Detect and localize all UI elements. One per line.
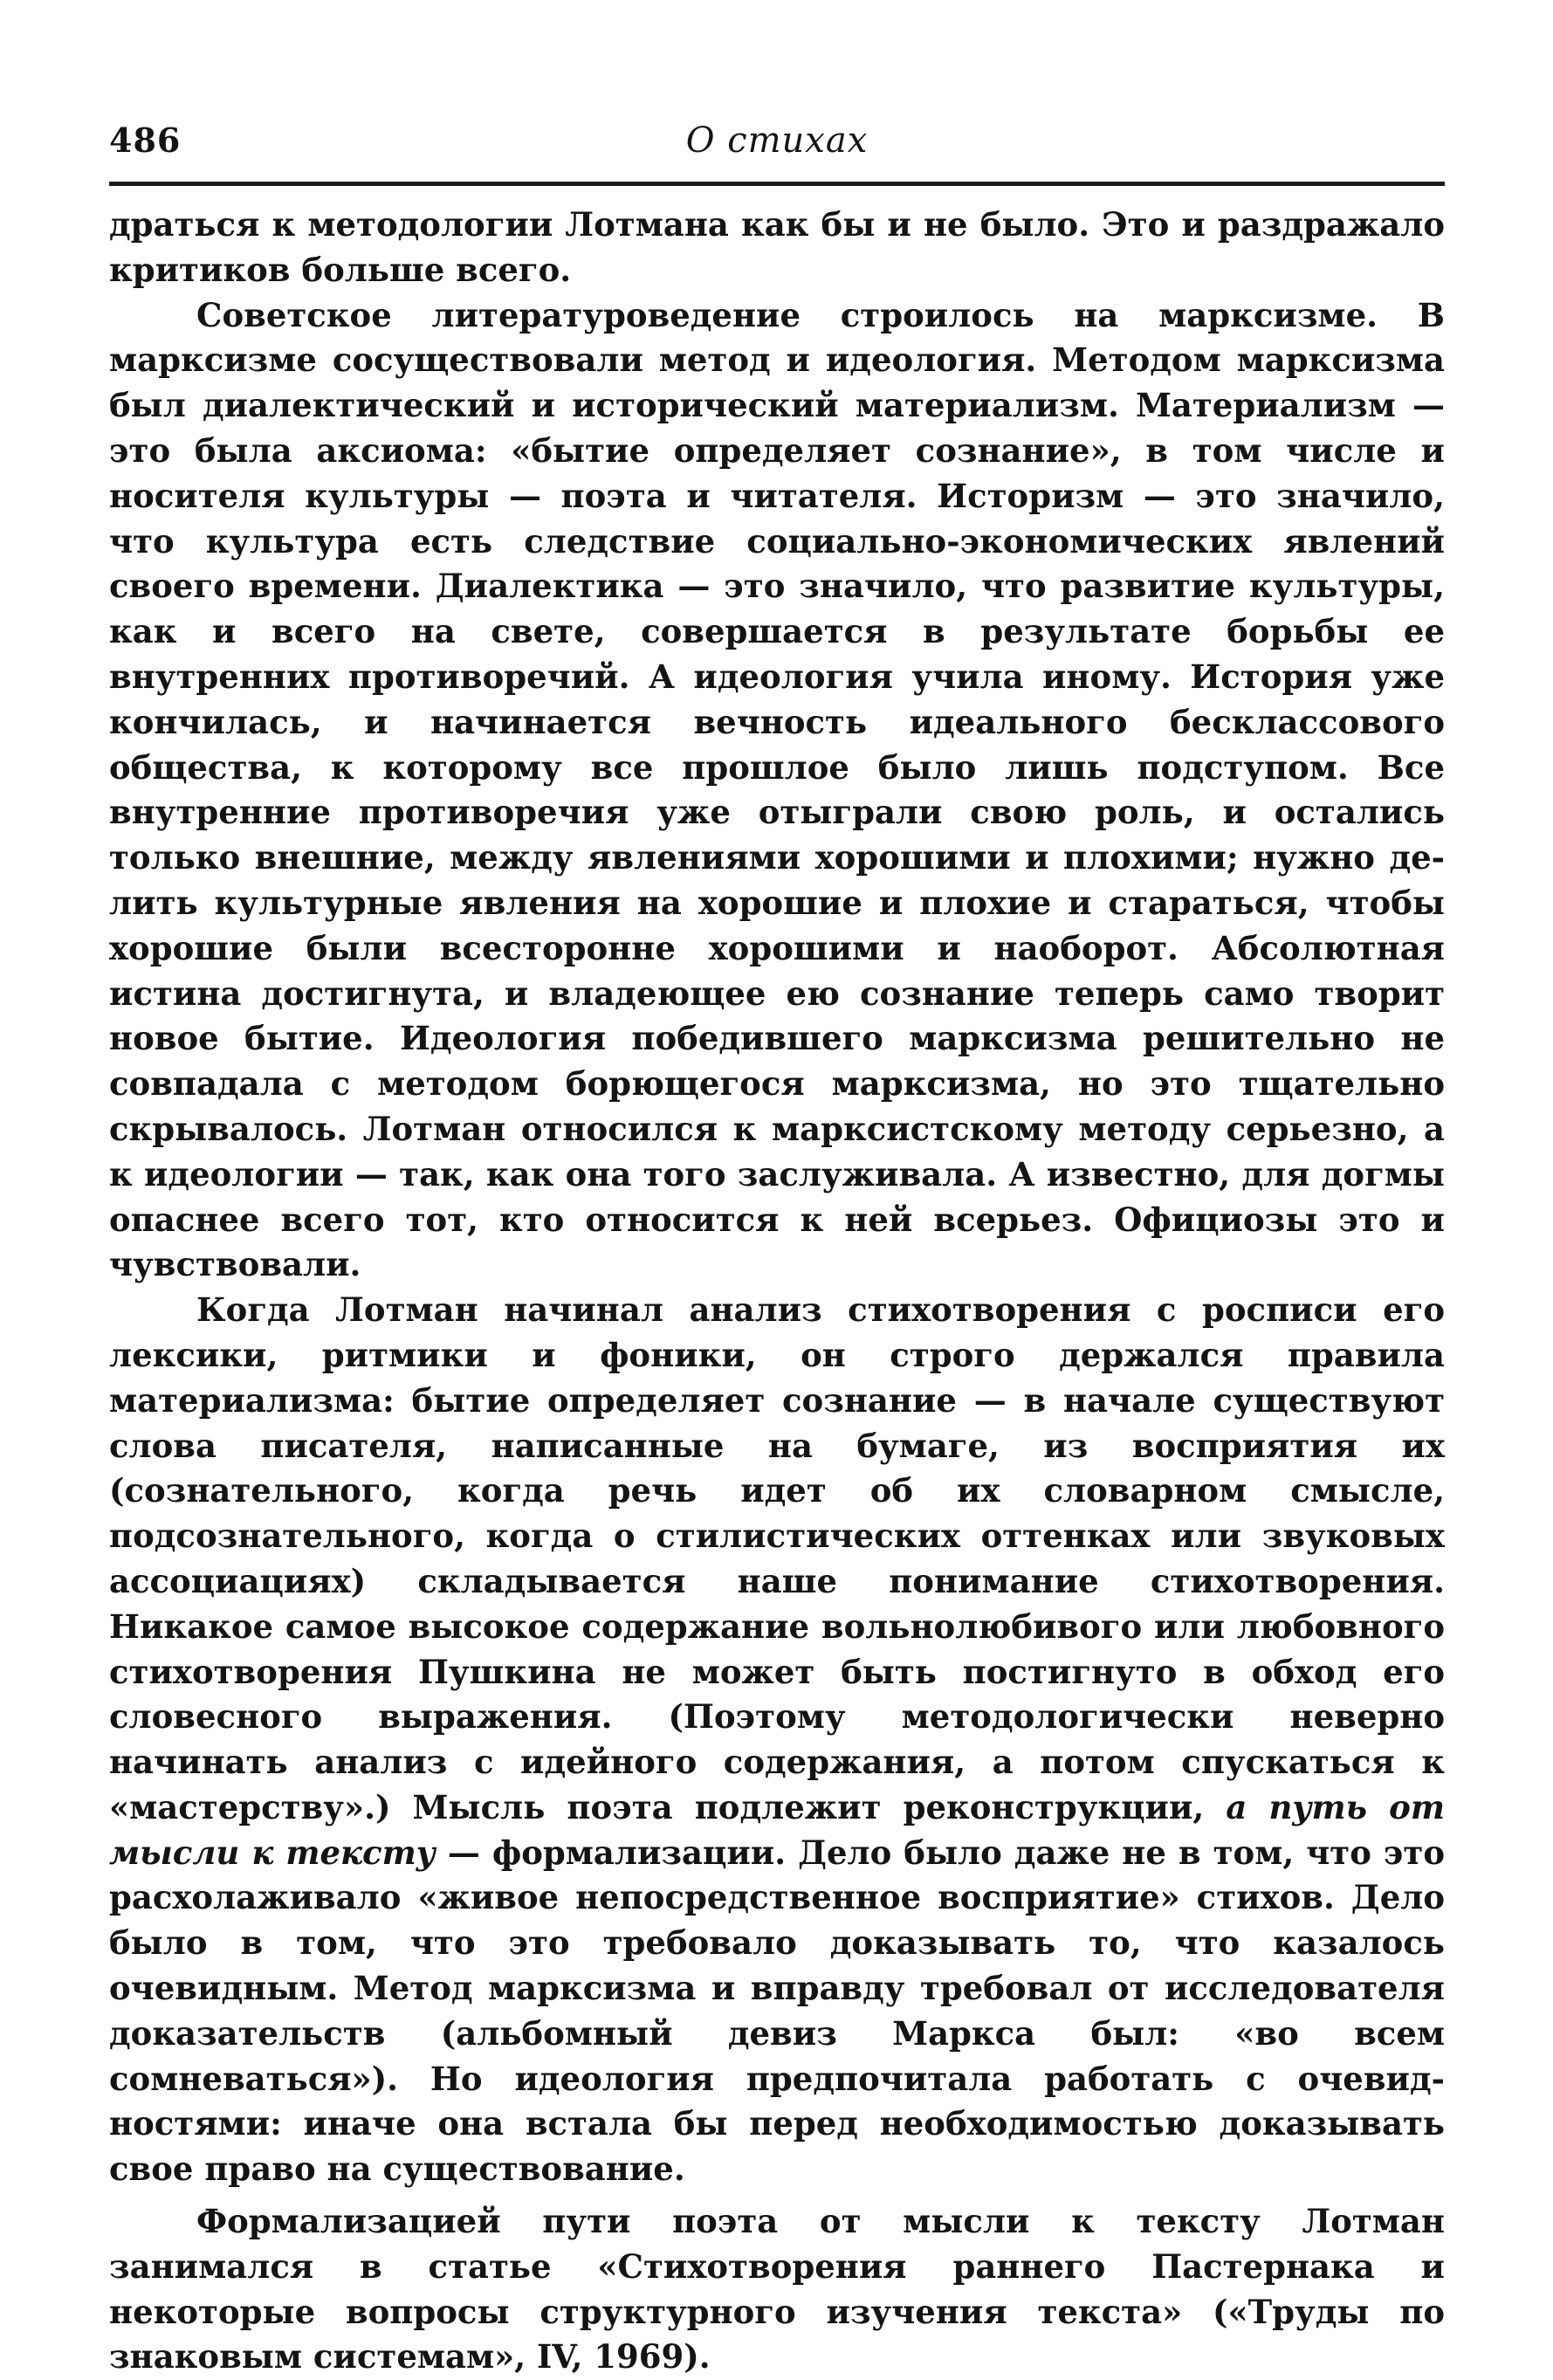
paragraph-marxism: Советское литературоведение строилось на марксизме. В марксизме сосуществовали метод и идеология. Методом марксизма был диалектический и исторический материализм. Материализм — это была аксиома: «бытие определяет сознание», в том числе и носителя культуры — поэта и читателя. Историзм — это значило, что культура есть следствие социально-экономических явлений своего времени. Диалектика — это значило, что развитие культуры, как и всего на свете, совершается в результате борьбы ее внутренних противоречий. А идеология учила иному. История уже кончилась, и начинается вечность идеального бесклассового общества, к которому все прошлое было лишь подступом. Все внутренние противоречия уже отыграли свою роль, и остались только внешние, между явлениями хорошими и плохими; нужно делить культурные явления на хорошие и плохие и стараться, чтобы хорошие были всесторонне хорошими и наоборот. Абсолютная истина достигнута, и владеющее ею сознание теперь само творит новое бытие. Идеология победившего марксизма решительно не совпадала с методом борющегося марксизма, но это тщательно скрывалось. Лотман относился к марксистскому методу серьезно, а к идеологии — так, как она того заслуживала. А известно, для догмы опаснее всего тот, кто относится к ней всерьез. Официозы это и чувствовали. <box>109 295 1445 1284</box>
paragraph-continuation: драться к методологии Лотмана как бы и не было. Это и раздражало критиков больше всего. <box>109 205 1445 289</box>
paragraph-analysis-part-1: Когда Лотман начинал анализ стихотворения с росписи его лексики, ритмики и фоники, он строго держался правила материализма: бытие определяет сознание — в начале существуют слова писателя, написанные на бумаге, из восприятия их (сознательного, когда речь идет об их словарном смысле, подсознательного, когда о стилистических оттенках или звуковых ассоциациях) складывается наше понимание стихотворения. Никакое самое высокое содержание вольнолюбивого или любовного стихотворения Пушкина не может быть постигнуто в обход его словесного выражения. (Поэтому методологически неверно начинать анализ с идейного содержания, а потом спускаться к «мастерству».) Мысль поэта подлежит реконструкции, <box>109 1290 1445 1826</box>
page-header <box>109 120 1445 164</box>
paragraph-formalization: Формализацией пути поэта от мысли к тексту Лотман занимался в статье «Стихотворения раннего Пастернака и некоторые вопросы структурного изучения текста» («Труды по знаковым системам», IV, 1969). <box>109 2202 1445 2377</box>
italic-phrase: а путь от мысли к тексту <box>109 1787 1445 1872</box>
running-title: О стихах <box>685 120 869 161</box>
header-rule <box>109 182 1445 186</box>
body-text <box>109 203 1445 2380</box>
paragraph-analysis <box>109 1288 1445 2192</box>
paragraph-analysis-part-2: — формализации. Дело было даже не в том, что это расхолаживало «живое непосредственное восприятие» стихов. Дело было в том, что это требовало доказывать то, что казалось очевидным. Метод марксизма и вправду требовал от исследователя доказательств (альбомный девиз Маркса был: «во всем сомневаться»). Но идеология предпочитала работать с очевидностями: иначе она встала бы перед необходимостью доказывать свое право на существование. <box>109 1833 1446 2189</box>
page-number: 486 <box>109 120 182 160</box>
